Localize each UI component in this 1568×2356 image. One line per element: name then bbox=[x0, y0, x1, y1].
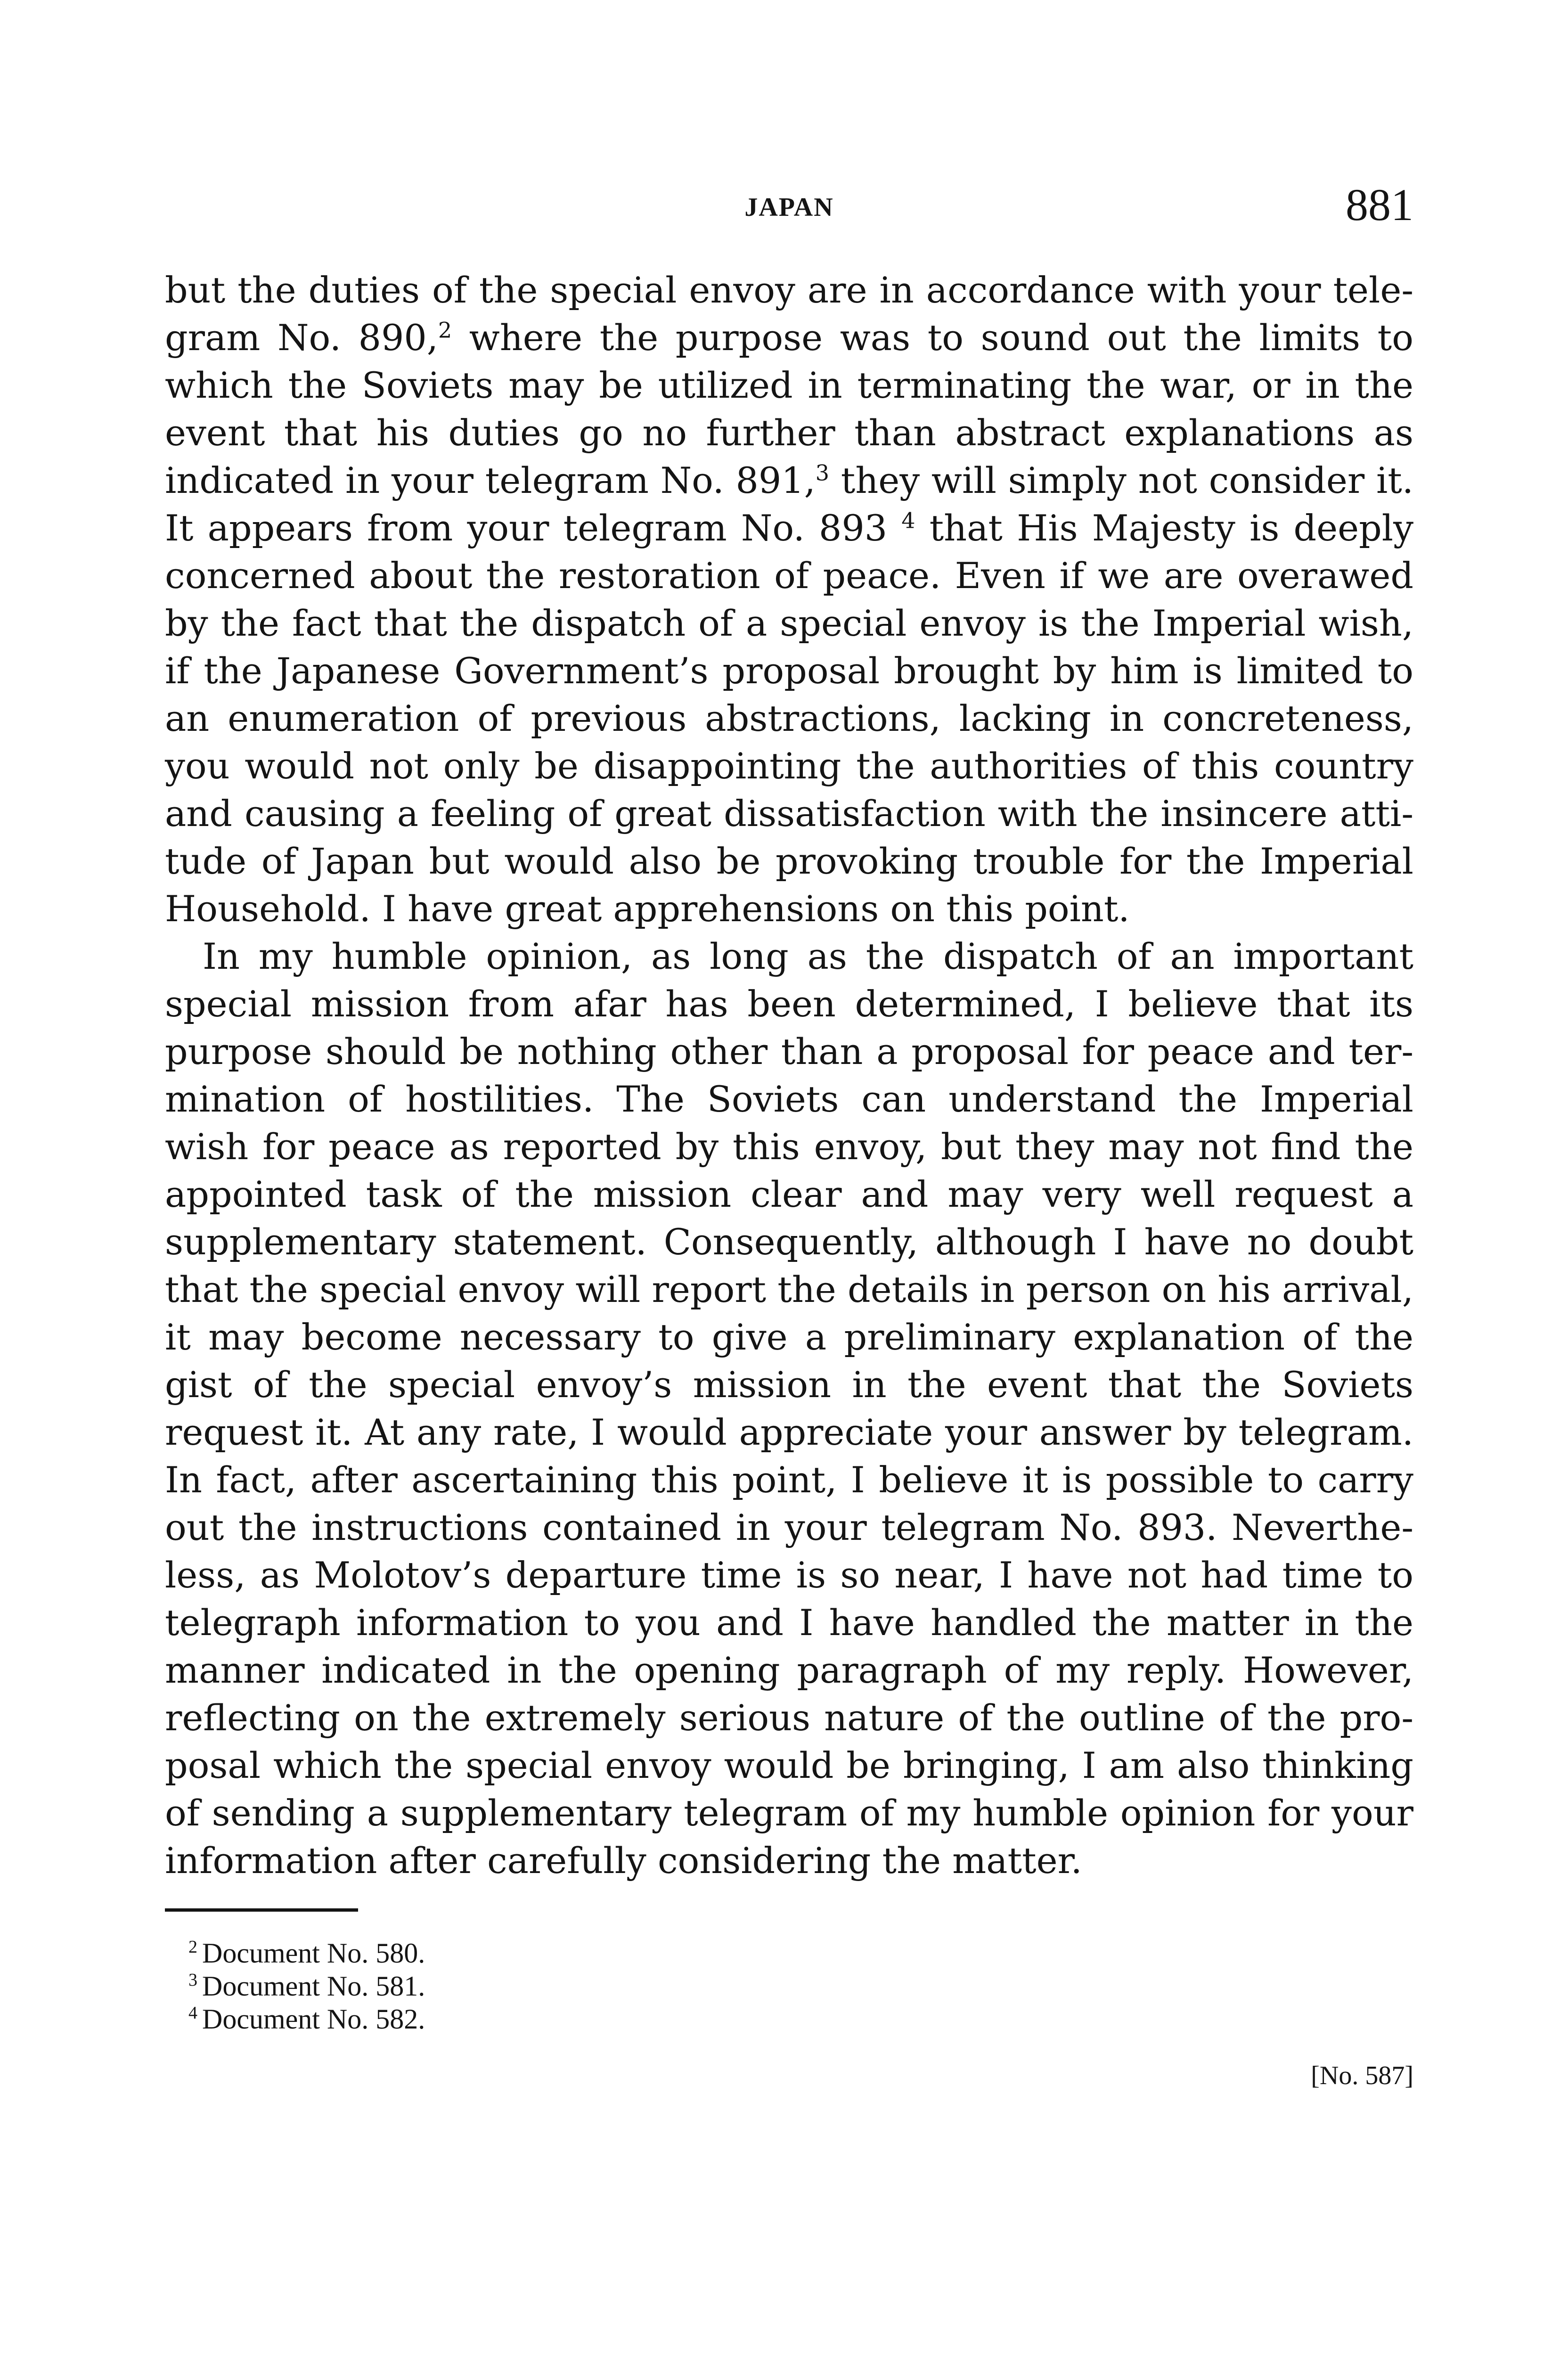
footnote-text: Document No. 580. bbox=[202, 1938, 425, 1969]
paragraph-2: In my humble opinion, as long as the dispatch of an important special mission from afar has been determined, I believe that its purpose should be nothing other than a proposal for peace and termination of hostilities. The Soviets can understand the Imperial wish for peace as reported by this envoy, but they may not find the appointed task of the mission clear and may very well request a supplementary statement. Consequently, although I have no doubt that the special envoy will report the details in person on his arrival, it may become necessary to give a preliminary explanation of the gist of the special envoy’s mission in the event that the Soviets request it. At any rate, I would appreciate your answer by telegram. In fact, after ascertaining this point, I believe it is possible to carry out the instructions contained in your telegram No. 893. Nevertheless, as Molotov’s departure time is so near, I have not had time to telegraph information to you and I have handled the matter in the manner indicated in the opening paragraph of my reply. However, reflecting on the extremely serious nature of the outline of the proposal which the special envoy would be bringing, I am also thinking of sending a supplementary telegram of my humble opinion for your information after carefully considering the matter. bbox=[165, 935, 1413, 1882]
paragraph-1-segment: that His Majesty is deeply concerned about the restoration of peace. Even if we are overawed by the fact that the dispatch of a special envoy is the Imperial wish, if the Japanese Government’s proposal brought by him is limited to an enumeration of previous abstractions, lacking in concreteness, you would not only be disappointing the authorities of this country and causing a feeling of great dissatisfaction with the insincere attitude of Japan but would also be provoking trouble for the Imperial Household. I have great apprehensions on this point. bbox=[165, 507, 1414, 930]
next-document-label: [No. 587] bbox=[1311, 2061, 1413, 2090]
footnote-number: 4 bbox=[188, 2003, 197, 2023]
footnote-ref: 3 bbox=[815, 460, 830, 486]
page-title: JAPAN bbox=[744, 193, 834, 222]
paragraph-1-segment: but the duties of the special envoy are in accordance with your telegram No. 890, bbox=[165, 269, 1413, 359]
paragraph-1-segment: they will simply not consider it. It appears from your telegram No. 893 bbox=[165, 459, 1413, 549]
footnote-text: Document No. 581. bbox=[202, 1971, 425, 2002]
footnote-item bbox=[188, 1970, 895, 2003]
paragraph-1-segment: where the purpose was to sound out the limits to which the Soviets may be utilized in terminating the war, or in the event that his duties go no further than abstract explanations as indicated in your telegram No. 891, bbox=[165, 317, 1413, 501]
paragraph-1 bbox=[165, 266, 1413, 933]
page-number: 881 bbox=[1346, 180, 1413, 230]
footnote-item bbox=[188, 1937, 895, 1970]
footnotes bbox=[188, 1937, 895, 2036]
footnote-ref: 2 bbox=[438, 317, 452, 343]
running-head bbox=[165, 181, 1413, 238]
body-text bbox=[165, 266, 1413, 1884]
footnote-ref: 4 bbox=[901, 507, 915, 533]
footnote-item bbox=[188, 2003, 895, 2036]
footnote-number: 3 bbox=[188, 1970, 197, 1990]
footnote-divider bbox=[165, 1908, 358, 1912]
footnote-number: 2 bbox=[188, 1937, 197, 1957]
footnote-text: Document No. 582. bbox=[202, 2004, 425, 2035]
